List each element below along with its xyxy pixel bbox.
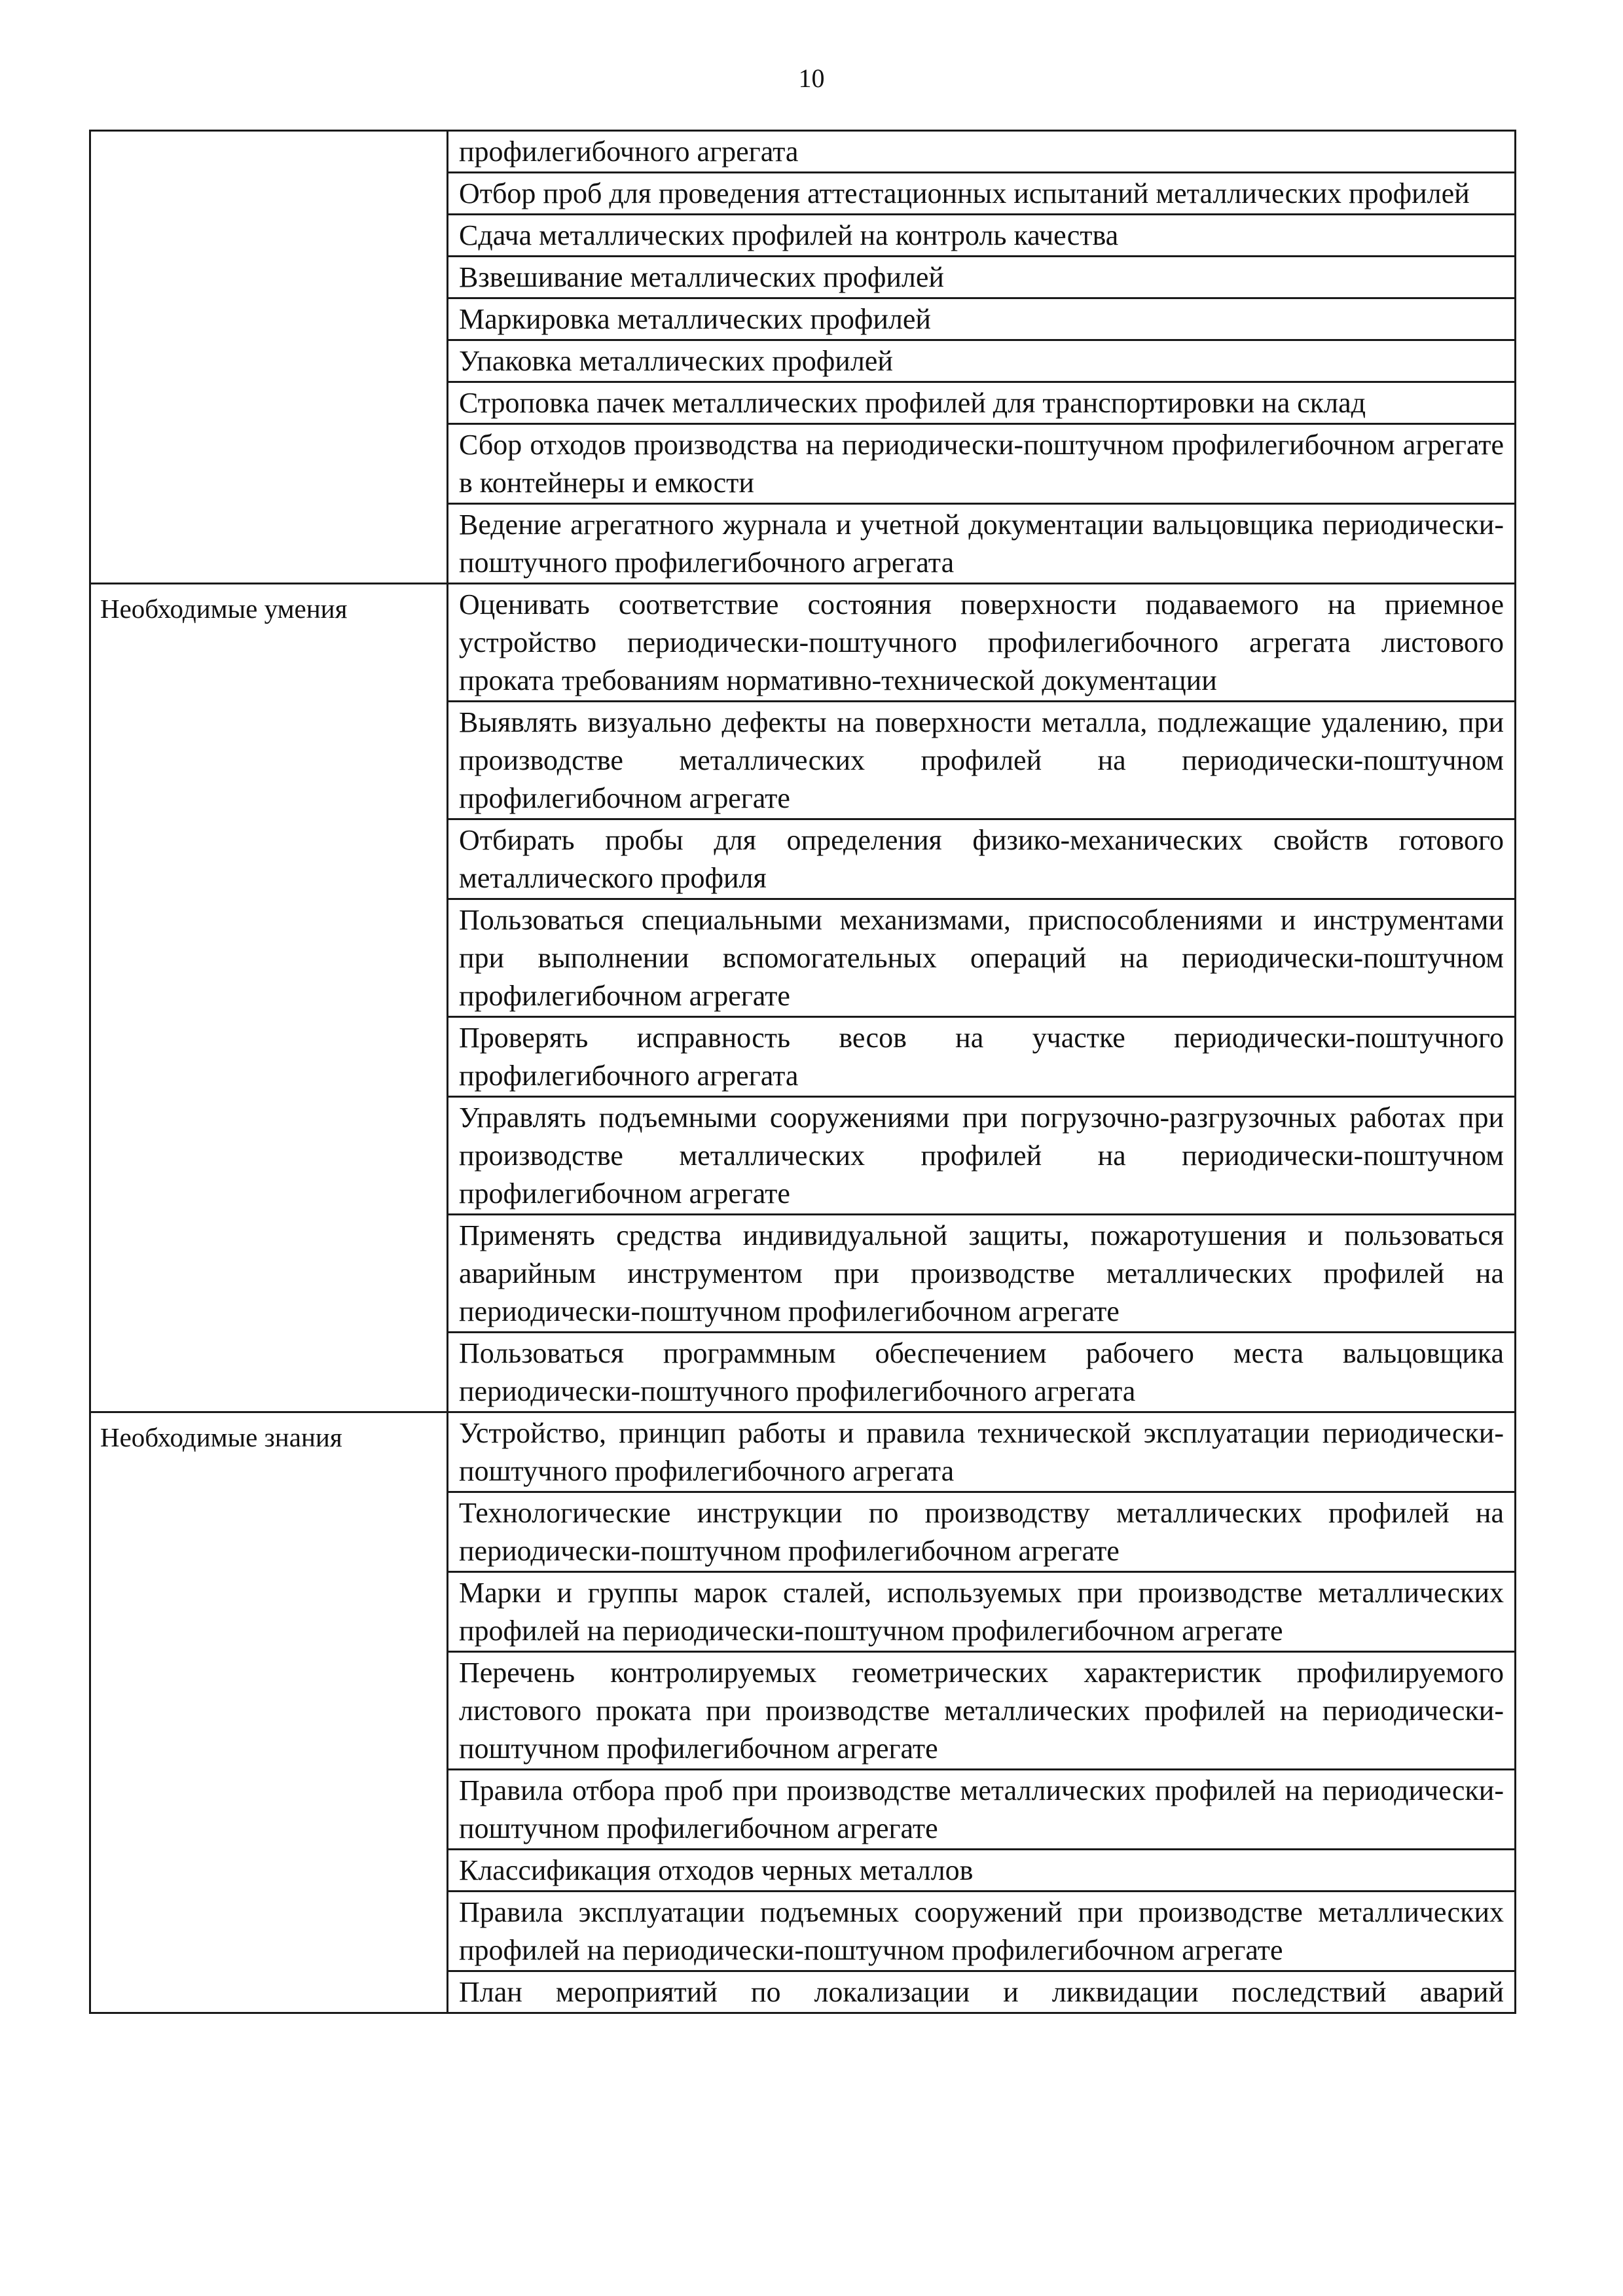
table-group-knowledge: [89, 1413, 1516, 2014]
table-row: профилегибочного агрегата: [448, 132, 1516, 173]
table-row: Технологические инструкции по производству металлических профилей на периодически-поштучном профилегибочном агрегате: [448, 1493, 1516, 1573]
table-row: Упаковка металлических профилей: [448, 341, 1516, 383]
table-row: Выявлять визуально дефекты на поверхности металла, подлежащие удалению, при производстве металлических профилей на периодически-поштучном профилегибочном агрегате: [448, 702, 1516, 820]
table-row: Сдача металлических профилей на контроль качества: [448, 215, 1516, 257]
table-row: Перечень контролируемых геометрических характеристик профилируемого листового проката при производстве металлических профилей на периодически-поштучном профилегибочном агрегате: [448, 1653, 1516, 1770]
table-row: Марки и группы марок сталей, используемых при производстве металлических профилей на периодически-поштучном профилегибочном агрегате: [448, 1573, 1516, 1653]
table-row: Пользоваться программным обеспечением рабочего места вальцовщика периодически-поштучного профилегибочного агрегата: [448, 1333, 1516, 1413]
table-row: Ведение агрегатного журнала и учетной документации вальцовщика периодически-поштучного профилегибочного агрегата: [448, 505, 1516, 584]
table-row: Управлять подъемными сооружениями при погрузочно-разгрузочных работах при производстве металлических профилей на периодически-поштучном профилегибочном агрегате: [448, 1098, 1516, 1215]
group-items: [448, 584, 1516, 1413]
table-row: Оценивать соответствие состояния поверхности подаваемого на приемное устройство периодически-поштучного профилегибочного агрегата листового проката требованиям нормативно-технической документации: [448, 584, 1516, 702]
table-row: Правила отбора проб при производстве металлических профилей на периодически-поштучном профилегибочном агрегате: [448, 1770, 1516, 1850]
table-group-skills: [89, 584, 1516, 1413]
table-row: План мероприятий по локализации и ликвидации последствий аварий: [448, 1972, 1516, 2014]
table-row: Отбирать пробы для определения физико-механических свойств готового металлического профиля: [448, 820, 1516, 900]
group-label: [91, 132, 448, 584]
table-row: Отбор проб для проведения аттестационных испытаний металлических профилей: [448, 173, 1516, 215]
table-row: Сбор отходов производства на периодически-поштучном профилегибочном агрегате в контейнеры и емкости: [448, 425, 1516, 505]
table-row: Классификация отходов черных металлов: [448, 1850, 1516, 1892]
group-label-knowledge: Необходимые знания: [91, 1413, 448, 2014]
table-row: Проверять исправность весов на участке периодически-поштучного профилегибочного агрегата: [448, 1018, 1516, 1098]
page-number: 10: [798, 63, 825, 93]
group-items: [448, 132, 1516, 584]
table-row: Правила эксплуатации подъемных сооружений при производстве металлических профилей на периодически-поштучном профилегибочном агрегате: [448, 1892, 1516, 1972]
table-row: Применять средства индивидуальной защиты, пожаротушения и пользоваться аварийным инструментом при производстве металлических профилей на периодически-поштучном профилегибочном агрегате: [448, 1215, 1516, 1333]
table-row: Маркировка металлических профилей: [448, 299, 1516, 341]
table-group-actions: [89, 132, 1516, 584]
table-row: Взвешивание металлических профилей: [448, 257, 1516, 299]
group-label-skills: Необходимые умения: [91, 584, 448, 1413]
table-row: Устройство, принцип работы и правила технической эксплуатации периодически-поштучного профилегибочного агрегата: [448, 1413, 1516, 1493]
group-items: [448, 1413, 1516, 2014]
skills-table: [89, 130, 1516, 2014]
table-row: Пользоваться специальными механизмами, приспособлениями и инструментами при выполнении вспомогательных операций на периодически-поштучном профилегибочном агрегате: [448, 900, 1516, 1018]
table-row: Строповка пачек металлических профилей для транспортировки на склад: [448, 383, 1516, 425]
